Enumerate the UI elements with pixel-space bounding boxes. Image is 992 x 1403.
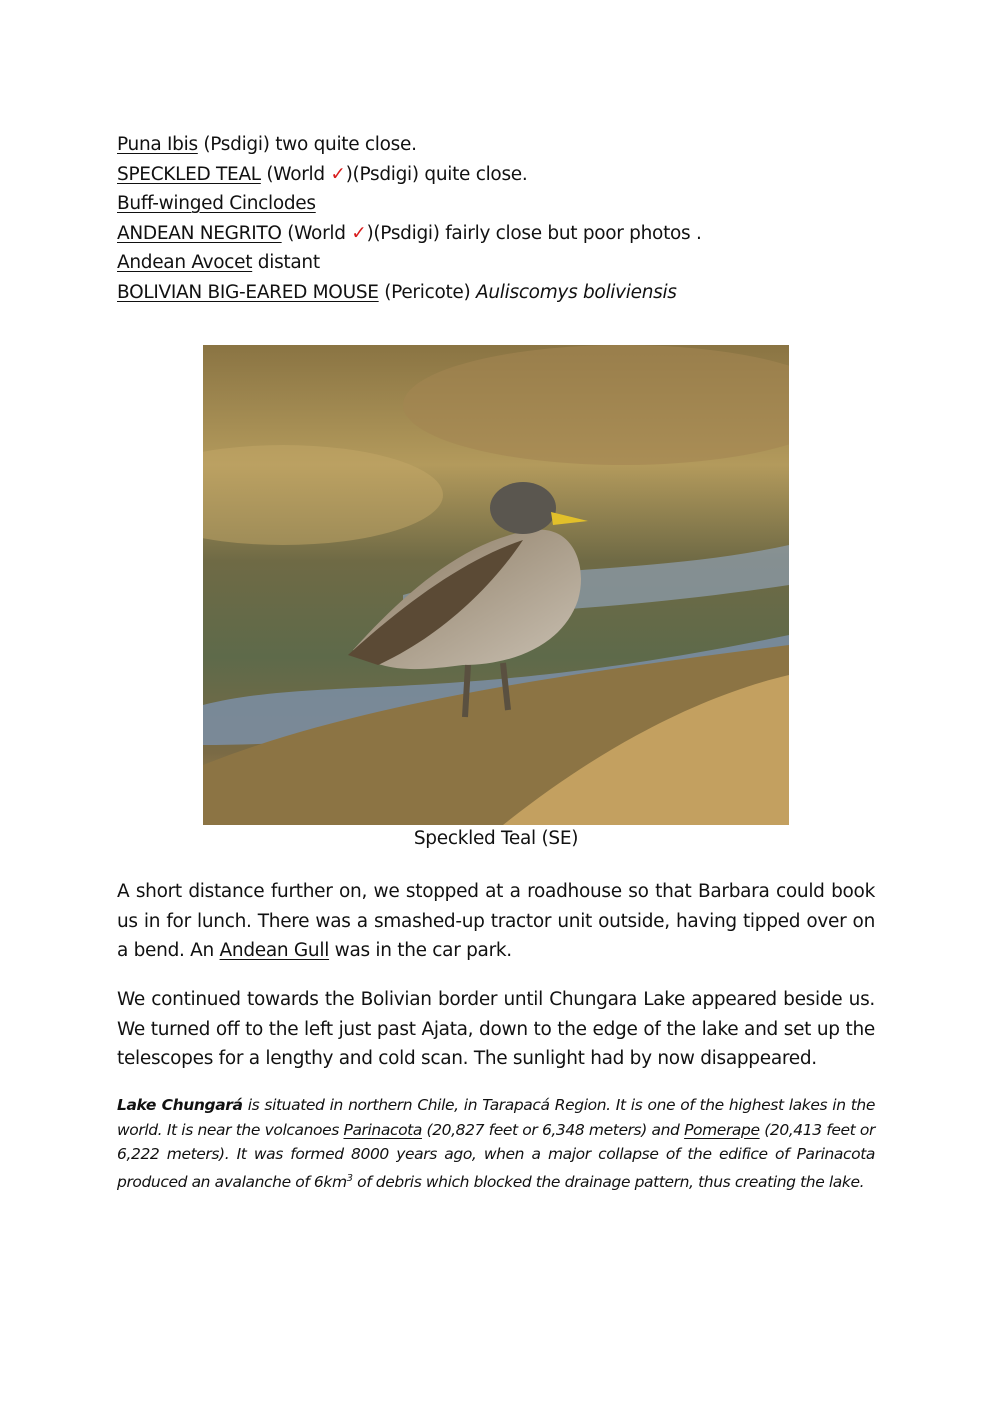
species-link[interactable]: BOLIVIAN BIG-EARED MOUSE (117, 281, 379, 303)
sightings-list (117, 130, 702, 308)
latin-name: Auliscomys boliviensis (476, 281, 677, 303)
species-link[interactable]: Puna Ibis (117, 134, 198, 155)
species-link[interactable]: Buff-winged Cinclodes (117, 193, 316, 215)
text: of debris which blocked the drainage pattern, thus creating the lake. (352, 1172, 865, 1191)
lake-name: Lake Chungará (117, 1096, 243, 1114)
sighting-note: )(Psdigi) fairly close but poor photos . (366, 222, 702, 244)
lake-chungara-note (117, 1093, 875, 1195)
species-link[interactable]: Andean Avocet (117, 252, 253, 274)
sighting-note: (World (260, 163, 331, 185)
text: was in the car park. (329, 940, 512, 962)
parinacota-link[interactable]: Parinacota (343, 1120, 422, 1139)
paragraph-roadhouse (117, 877, 875, 966)
sighting-note: (World (281, 222, 352, 244)
sighting-note: (Psdigi) two quite close. (197, 134, 417, 155)
text: A short distance further on, we stopped at a roadhouse so that Barbara could book us in for lunch. There was a smashed-up tractor unit outside, having tipped over on a bend. An (117, 881, 875, 962)
sighting-item (117, 278, 702, 308)
sighting-item (117, 219, 702, 249)
text: (20,827 feet or 6,348 meters) and (421, 1120, 685, 1139)
text: (20,413 feet or 6,222 meters). It was formed 8000 years ago, when a major collapse of the edifice of Parinacota produced an avalanche of 6km (117, 1120, 875, 1191)
check-icon: ✓ (330, 163, 346, 185)
sighting-item (117, 160, 702, 190)
sighting-note: (Pericote) (378, 281, 477, 303)
sighting-item (117, 130, 702, 160)
sighting-note: )(Psdigi) quite close. (345, 163, 528, 185)
check-icon: ✓ (351, 222, 367, 244)
speckled-teal-photo (203, 345, 789, 825)
sighting-note: distant (252, 252, 320, 274)
superscript: 3 (346, 1172, 353, 1184)
photo-caption: Speckled Teal (SE) (413, 828, 579, 849)
text: is situated in northern Chile, in Tarapacá Region. It is one of the highest lakes in the world. It is near the volcanoes (117, 1096, 875, 1139)
paragraph-chungara: We continued towards the Bolivian border until Chungara Lake appeared beside us. We turned off to the left just past Ajata, down to the edge of the lake and set up the telescopes for a lengthy and cold scan. The sunlight had by now disappeared. (117, 989, 875, 1070)
sighting-item (117, 248, 702, 278)
species-link[interactable]: ANDEAN NEGRITO (117, 222, 282, 244)
pomerape-link[interactable]: Pomerape (684, 1120, 760, 1139)
sighting-item (117, 189, 702, 219)
andean-gull-link[interactable]: Andean Gull (219, 940, 330, 962)
species-link[interactable]: SPECKLED TEAL (117, 163, 261, 185)
